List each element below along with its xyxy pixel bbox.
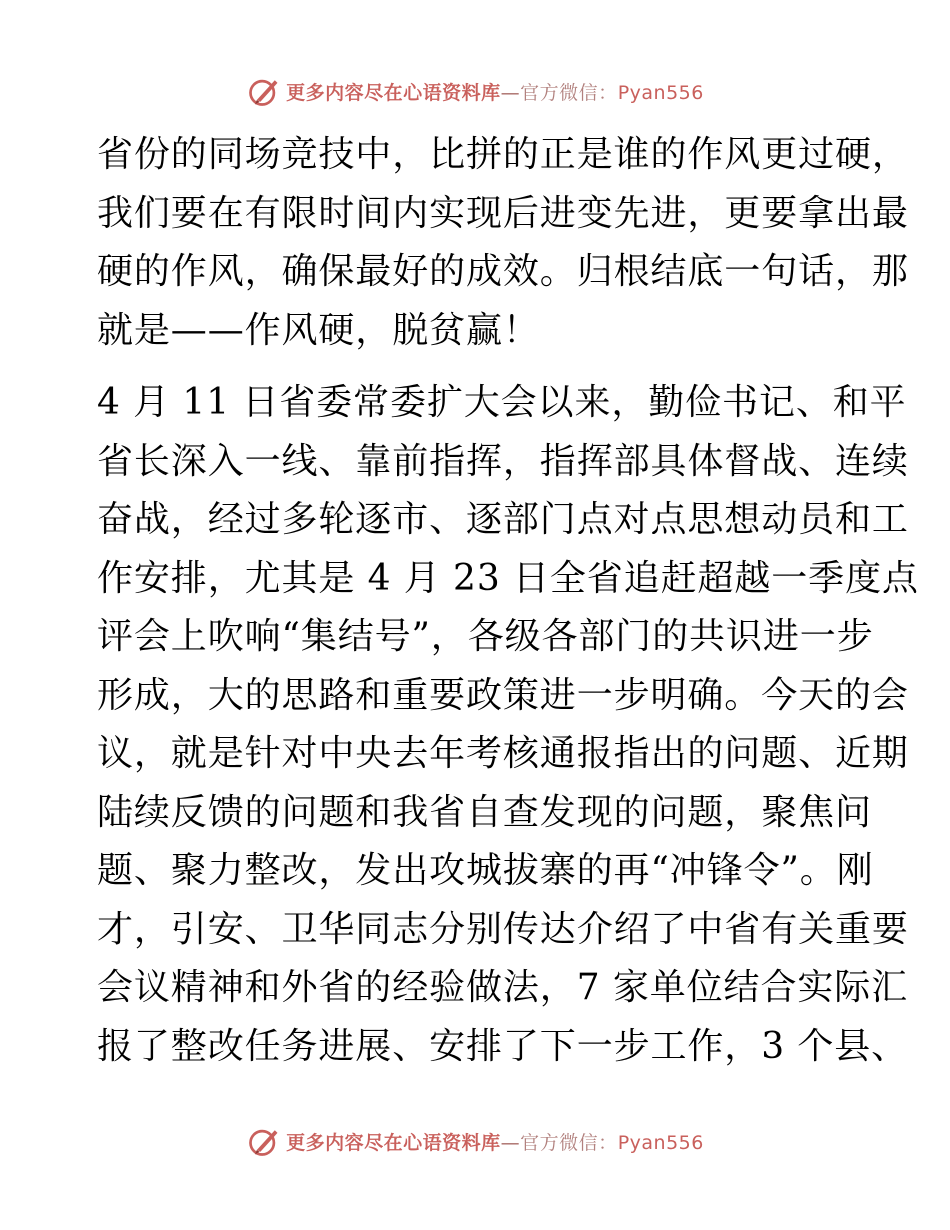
text-line: 就是——作风硬，脱贫赢！ [97,309,540,351]
watermark-main-text: 更多内容尽在心语资料库 [286,1131,501,1154]
quill-pen-logo-icon [246,1123,282,1159]
quill-pen-logo-icon [246,73,282,109]
text-line: 硬的作风，确保最好的成效。归根结底一句话，那 [97,251,909,292]
watermark-separator: — [500,1131,521,1154]
watermark-wechat-label: 官方微信： [520,1131,618,1154]
paragraph [97,374,919,1076]
watermark-separator: — [500,81,521,104]
watermark-main-text: 更多内容尽在心语资料库 [286,81,501,104]
watermark-wechat-id: Pyan556 [617,1131,704,1154]
watermark-wechat-label: 官方微信： [520,81,618,104]
watermark-text [286,78,704,105]
text-line: 形成，大的思路和重要政策进一步明确。今天的会 [97,674,909,716]
watermark-wechat-id: Pyan556 [617,81,704,104]
text-line: 4 月 11 日省委常委扩大会以来，勤俭书记、和平 [97,382,907,423]
text-line: 才，引安、卫华同志分别传达介绍了中省有关重要 [97,908,909,950]
text-line: 作安排，尤其是 4 月 23 日全省追赶超越一季度点 [97,557,919,599]
text-line: 题、聚力整改，发出攻城拔寨的再“冲锋令”。刚 [97,850,874,891]
footer-watermark [0,1121,950,1161]
text-line: 会议精神和外省的经验做法，7 家单位结合实际汇 [97,967,909,1008]
text-line: 议，就是针对中央去年考核通报指出的问题、近期 [97,733,909,774]
text-line: 省长深入一线、靠前指挥，指挥部具体督战、连续 [97,440,909,482]
text-line: 陆续反馈的问题和我省自查发现的问题，聚焦问 [97,791,872,833]
paragraph [97,126,909,360]
document-body [97,126,919,1076]
header-watermark [0,71,950,111]
text-line: 报了整改任务进展、安排了下一步工作，3 个县、 [97,1025,909,1067]
text-line: 我们要在有限时间内实现后进变先进，更要拿出最 [97,192,909,234]
watermark-text [286,1128,704,1155]
text-line: 省份的同场竞技中，比拼的正是谁的作风更过硬， [97,134,909,175]
text-line: 奋战，经过多轮逐市、逐部门点对点思想动员和工 [97,499,909,540]
text-line: 评会上吹响“集结号”，各级各部门的共识进一步 [97,616,874,657]
